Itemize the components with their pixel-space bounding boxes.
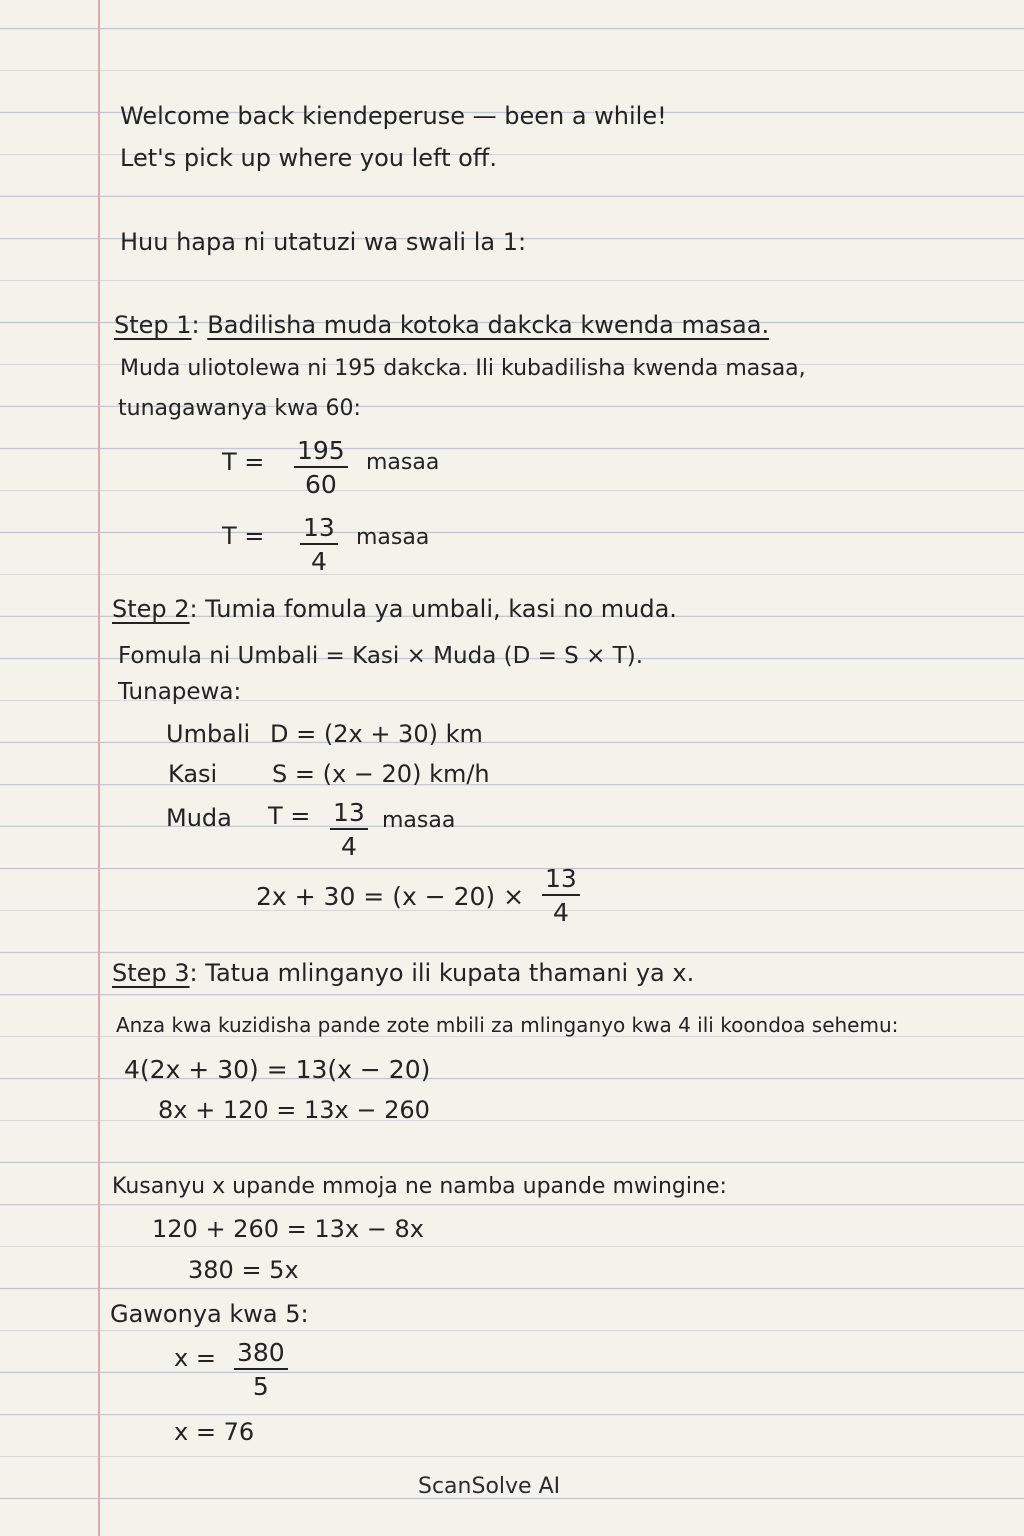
step2-title: Tumia fomula ya umbali, kasi no muda. [205,595,677,623]
step1-heading: Step 1: Badilisha muda kotoka dakcka kwenda masaa. [114,311,770,339]
step1-eq1-unit: masaa [366,450,440,475]
fraction-numerator: 13 [330,800,368,830]
step3-eq2: 8x + 120 = 13x − 260 [158,1096,430,1124]
fraction-denominator: 60 [304,470,337,499]
step2-equation-fraction [542,866,580,925]
fraction-denominator: 4 [340,832,357,861]
umbali-value: D = (2x + 30) km [270,720,483,748]
fraction-denominator: 5 [252,1372,269,1401]
margin-line [98,0,100,1536]
footer-signature: ScanSolve AI [418,1474,561,1499]
step1-label: Step 1 [114,311,192,339]
muda-fraction [330,800,368,859]
step3-eq1: 4(2x + 30) = 13(x − 20) [124,1055,431,1084]
step1-eq1-lhs: T = [222,448,265,476]
step1-eq1-fraction [294,438,348,497]
step3-heading: Step 3: Tatua mlinganyo ili kupata thamani ya x. [112,959,695,987]
step3-eq6: x = 76 [174,1418,255,1446]
kasi-value: S = (x − 20) km/h [272,760,490,788]
greeting-line-1: Welcome back kiendeperuse — been a while! [120,102,667,130]
fraction-denominator: 4 [552,898,569,927]
step1-text-2: tunagawanya kwa 60: [118,396,361,421]
step3-text-1: Anza kwa kuzidisha pande zote mbili za mlinganyo kwa 4 ili koondoa sehemu: [116,1013,899,1037]
intro-text: Huu hapa ni utatuzi wa swali la 1: [120,228,527,256]
step1-title: Badilisha muda kotoka dakcka kwenda masaa. [207,311,770,339]
greeting-line-2: Let's pick up where you left off. [120,144,497,172]
step2-heading: Step 2: Tumia fomula ya umbali, kasi no muda. [112,595,677,623]
kasi-label: Kasi [168,760,218,788]
fraction-denominator: 4 [310,547,327,576]
step3-title: Tatua mlinganyo ili kupata thamani ya x. [205,959,695,987]
step2-formula: Fomula ni Umbali = Kasi × Muda (D = S × T). [118,643,644,669]
step2-equation-lhs: 2x + 30 = (x − 20) × [256,882,525,911]
step3-text-3: Gawonya kwa 5: [110,1300,309,1328]
step2-label: Step 2 [112,595,190,623]
step2-given: Tunapewa: [118,679,242,705]
step1-eq2-unit: masaa [356,525,430,550]
muda-label: Muda [166,804,232,832]
step3-text-2: Kusanyu x upande mmoja ne namba upande mwingine: [112,1174,727,1199]
step3-label: Step 3 [112,959,190,987]
fraction-numerator: 380 [234,1340,288,1370]
step3-eq3: 120 + 260 = 13x − 8x [152,1215,424,1243]
umbali-label: Umbali [166,720,251,748]
step1-eq2-lhs: T = [222,522,265,550]
step3-eq4: 380 = 5x [188,1256,299,1284]
fraction-numerator: 13 [542,866,580,896]
muda-unit: masaa [382,808,456,833]
step3-eq5-fraction [234,1340,288,1399]
step3-eq5-lhs: x = [174,1344,216,1372]
muda-lhs: T = [268,802,311,830]
step1-eq2-fraction [300,515,338,574]
step1-text-1: Muda uliotolewa ni 195 dakcka. Ili kubadilisha kwenda masaa, [120,356,806,381]
fraction-numerator: 195 [294,438,348,468]
fraction-numerator: 13 [300,515,338,545]
